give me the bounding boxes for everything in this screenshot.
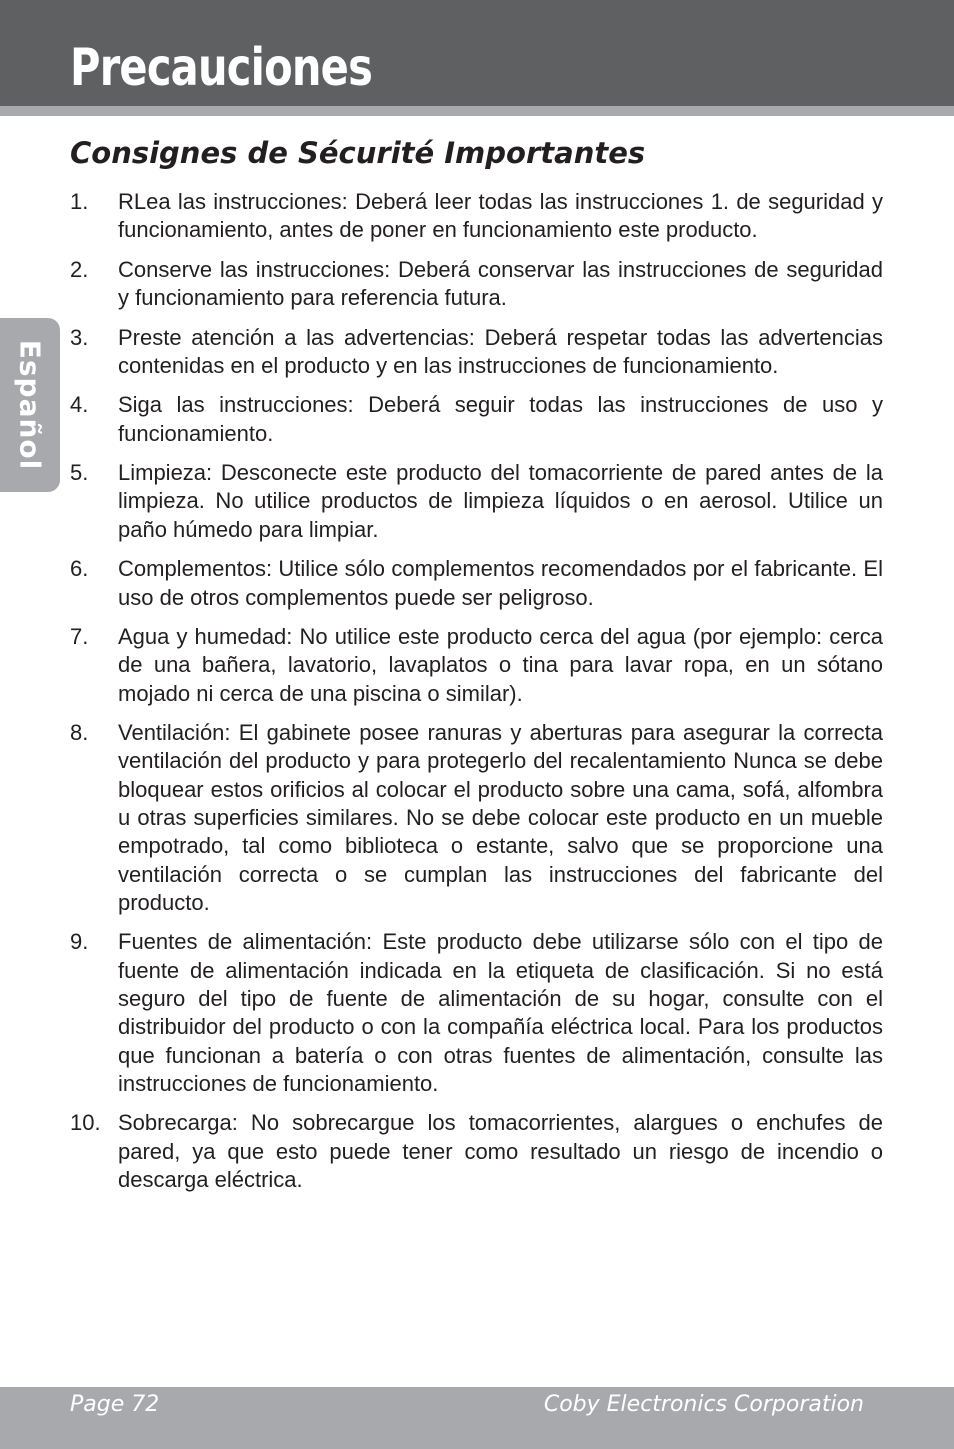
- list-item: [70, 188, 883, 245]
- item-text: Complementos: Utilice sólo complementos recomendados por el fabricante. El uso de otros complementos puede ser peligroso.: [118, 556, 883, 610]
- item-number: 1.: [70, 189, 89, 214]
- item-number: 10.: [70, 1110, 101, 1136]
- list-item: [70, 623, 883, 708]
- safety-instructions-list: [70, 188, 883, 1205]
- item-text: Conserve las instrucciones: Deberá conservar las instrucciones de seguridad y funcionamiento para referencia futura.: [118, 256, 883, 311]
- item-text: Siga las instrucciones: Deberá seguir todas las instrucciones de uso y funcionamiento.: [118, 392, 883, 446]
- item-number: 3.: [70, 324, 89, 350]
- item-number: 8.: [70, 720, 89, 746]
- company-name: Coby Electronics Corporation: [543, 1392, 864, 1417]
- item-number: 4.: [70, 392, 89, 418]
- page-title: Precauciones: [70, 38, 373, 98]
- item-text: Sobrecarga: No sobrecargue los tomacorrientes, alargues o enchufes de pared, ya que esto puede tener como resultado un riesgo de incendio o descarga eléctrica.: [118, 1110, 883, 1192]
- list-item: [70, 391, 883, 448]
- item-text: Ventilación: El gabinete posee ranuras y aberturas para asegurar la correcta ventilación del producto y para protegerlo del recalentamiento Nunca se debe bloquear estos orificios al colocar el producto sobre una cama, sofá, alfombra u otras superficies similares. No se debe colocar este producto en un mueble empotrado, tal como biblioteca o estante, salvo que se proporcione una ventilación correcta o se cumplan las instrucciones del fabricante del producto.: [118, 720, 883, 915]
- list-item: [70, 459, 883, 544]
- item-number: 7.: [70, 623, 89, 649]
- item-number: 5.: [70, 460, 89, 486]
- section-title: Consignes de Sécurité Importantes: [70, 136, 646, 170]
- item-text: RLea las instrucciones: Deberá leer todas las instrucciones 1. de seguridad y funcionamiento, antes de poner en funcionamiento este producto.: [118, 189, 883, 243]
- list-item: [70, 719, 883, 917]
- page-number: Page 72: [70, 1392, 160, 1417]
- item-number: 9.: [70, 929, 89, 955]
- list-item: [70, 324, 883, 381]
- list-item: [70, 256, 883, 313]
- language-tab: [0, 318, 60, 492]
- list-item: [70, 1109, 883, 1194]
- item-text: Limpieza: Desconecte este producto del tomacorriente de pared antes de la limpieza. No utilice productos de limpieza líquidos o en aerosol. Utilice un paño húmedo para limpiar.: [118, 460, 883, 542]
- list-item: [70, 928, 883, 1098]
- language-tab-label: Español: [13, 339, 47, 471]
- item-text: Preste atención a las advertencias: Deberá respetar todas las advertencias contenidas en el producto y en las instrucciones de funcionamiento.: [118, 324, 883, 378]
- header-stripe: [0, 106, 954, 116]
- item-number: 6.: [70, 556, 89, 582]
- item-text: Fuentes de alimentación: Este producto debe utilizarse sólo con el tipo de fuente de alimentación indicada en la etiqueta de clasificación. Si no está seguro del tipo de fuente de alimentación de su hogar, consulte con el distribuidor del producto o con la compañía eléctrica local. Para los productos que funcionan a batería o con otras fuentes de alimentación, consulte las instrucciones de funcionamiento.: [118, 929, 883, 1096]
- list-item: [70, 555, 883, 612]
- item-number: 2.: [70, 256, 89, 282]
- item-text: Agua y humedad: No utilice este producto cerca del agua (por ejemplo: cerca de una bañera, lavatorio, lavaplatos o tina para lavar ropa, en un sótano mojado ni cerca de una piscina o similar).: [118, 623, 883, 706]
